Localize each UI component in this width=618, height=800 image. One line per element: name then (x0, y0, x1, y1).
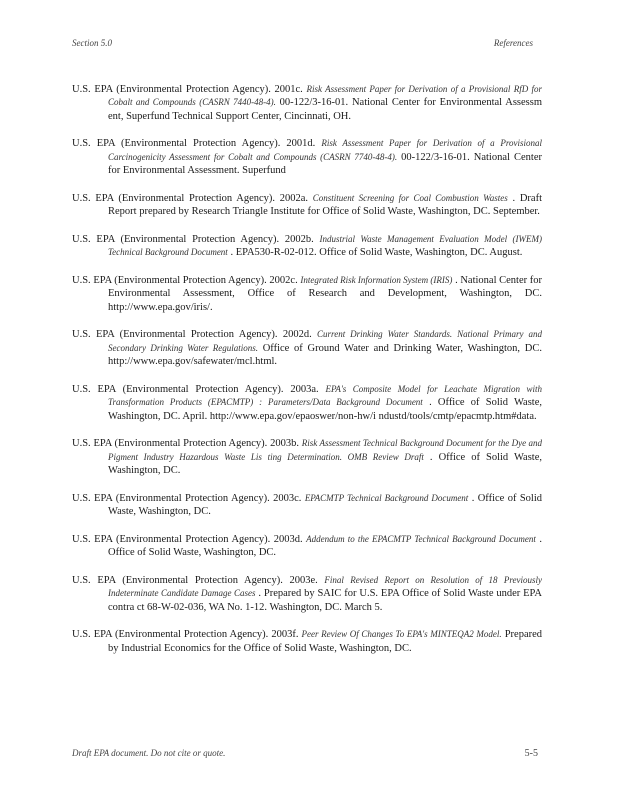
ref-rest: . Office of Solid Waste, Washington, DC. (108, 492, 543, 517)
ref-title: EPA's Composite Model for Leachate Migration with Transformation Products (EPACMTP) : Parameters/Data Background Document (108, 383, 543, 407)
ref-title: Constituent Screening for Coal Combustion Wastes (312, 192, 508, 203)
ref-authors: U.S. EPA (Environmental Protection Agency). 2001d. (72, 138, 316, 149)
ref-authors: U.S. EPA (Environmental Protection Agency). 2003e. (72, 574, 318, 586)
reference-list (72, 72, 542, 669)
ref-authors: U.S. EPA (Environmental Protection Agency). 2002b. (72, 233, 314, 245)
reference-item (72, 137, 542, 178)
ref-authors: U.S. EPA (Environmental Protection Agency). 2003f. (72, 629, 299, 640)
reference-item (72, 437, 542, 478)
ref-rest: . Office of Solid Waste, Washington, DC. (108, 451, 543, 476)
ref-authors: U.S. EPA (Environmental Protection Agency). 2003b. (72, 438, 299, 449)
ref-authors: U.S. EPA (Environmental Protection Agency). 2002a. (72, 192, 309, 204)
ref-title: Risk Assessment Technical Background Document for the Dye and Pigment Industry Hazardous Waste Lis ting Determination. OMB Review Draft (108, 438, 543, 462)
ref-authors: U.S. EPA (Environmental Protection Agency). 2003a. (72, 383, 319, 395)
ref-title: Peer Review Of Changes To EPA's MINTEQA2 Model. (301, 629, 502, 639)
ref-authors: U.S. EPA (Environmental Protection Agency). 2003c. (72, 492, 302, 504)
ref-authors: U.S. EPA (Environmental Protection Agency). 2001c. (72, 83, 303, 95)
ref-title: Industrial Waste Management Evaluation Model (IWEM) Technical Background Document (108, 233, 542, 257)
reference-item (72, 383, 542, 424)
ref-authors: U.S. EPA (Environmental Protection Agency). 2002c. (72, 274, 298, 286)
header-title: References (493, 38, 533, 48)
reference-item (72, 83, 542, 124)
ref-title: EPACMTP Technical Background Document (304, 492, 469, 503)
ref-title: Integrated Risk Information System (IRIS) (300, 274, 453, 285)
footer-draft-note: Draft EPA document. Do not cite or quote. (72, 748, 226, 758)
ref-rest: . EPA530-R-02-012. Office of Solid Waste, Washington, DC. August. (230, 247, 523, 258)
ref-rest: . National Center for Environmental Assessment, Office of Research and Development, Washington, DC. http://www.epa.gov/iris/. (108, 274, 543, 313)
ref-rest: 00-122/3-16-01. National Center for Environmental Assessm ent, Superfund Technical Support Center, Cincinnati, OH. (108, 97, 543, 122)
reference-item (72, 492, 542, 519)
ref-title: Final Revised Report on Resolution of 18 Previously Indeterminate Candidate Damage Cases (108, 574, 542, 598)
reference-item (72, 233, 542, 260)
ref-rest: Prepared by Industrial Economics for the Office of Solid Waste, Washington, DC. (108, 629, 543, 654)
ref-title: Addendum to the EPACMTP Technical Background Document (306, 533, 536, 544)
ref-title: Current Drinking Water Standards. National Primary and Secondary Drinking Water Regulations. (108, 329, 542, 353)
reference-item (72, 628, 542, 655)
ref-authors: U.S. EPA (Environmental Protection Agency). 2003d. (72, 533, 303, 545)
reference-item (72, 533, 542, 560)
ref-rest: 00-122/3-16-01. National Center for Environmental Assessment. Superfund (108, 151, 542, 176)
reference-item (72, 328, 542, 369)
reference-item (72, 192, 542, 219)
ref-title: Risk Assessment Paper for Derivation of a Provisional RfD for Cobalt and Compounds (CASRN 7440-48-4). (108, 83, 542, 107)
header-section: Section 5.0 (72, 38, 112, 48)
ref-rest: . Office of Solid Waste, Washington, DC. April. http://www.epa.gov/epaoswer/non-hw/i ndustd/tools/cmtp/epacmtp.htm#data. (108, 397, 543, 422)
ref-title: Risk Assessment Paper for Derivation of a Provisional Carcinogenicity Assessment for Cobalt and Compounds (CASRN 7740-48-4). (108, 138, 543, 162)
ref-rest: . Prepared by SAIC for U.S. EPA Office of Solid Waste under EPA contra ct 68-W-02-036, WA No. 1-12. Washington, DC. March 5. (108, 588, 543, 613)
ref-rest: Office of Ground Water and Drinking Water, Washington, DC. http://www.epa.gov/safewater/mcl.html. (108, 342, 542, 367)
reference-item (72, 274, 542, 315)
ref-rest: . Office of Solid Waste, Washington, DC. (108, 533, 543, 558)
ref-authors: U.S. EPA (Environmental Protection Agency). 2002d. (72, 329, 312, 340)
page-number: 5-5 (524, 748, 538, 759)
ref-rest: . Draft Report prepared by Research Triangle Institute for Office of Solid Waste, Washington, DC. September. (108, 192, 543, 217)
reference-item (72, 574, 542, 615)
